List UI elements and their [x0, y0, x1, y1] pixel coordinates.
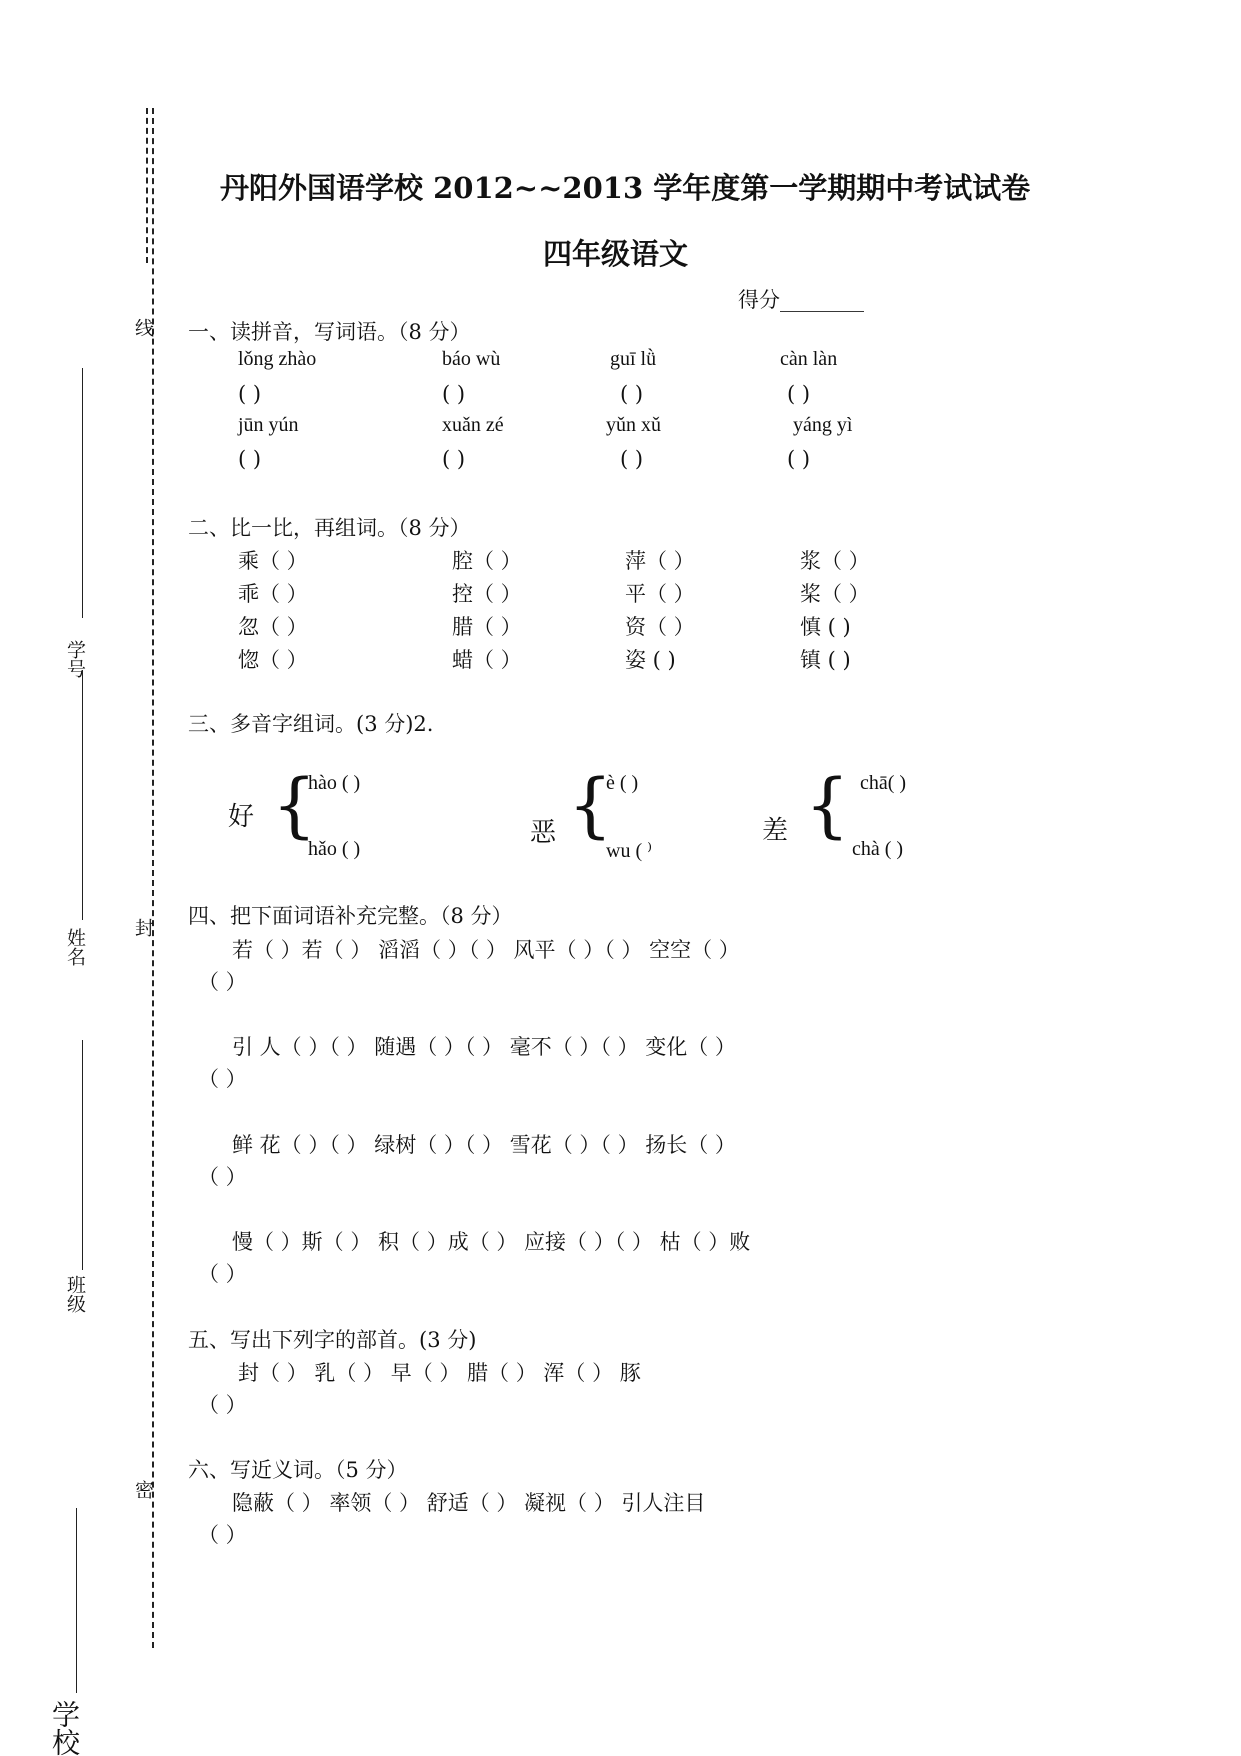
margin-feng-label: 封 — [132, 918, 154, 937]
idiom-line-wrap[interactable]: （ ） — [198, 1165, 247, 1189]
idiom-line[interactable]: 鲜 花（ ）（ ） 绿树（ ）（ ） 雪花（ ）（ ） 扬长（ ） — [232, 1133, 736, 1157]
word-item[interactable]: 忽（ ） — [238, 615, 308, 639]
idiom-line-wrap[interactable]: （ ） — [198, 1262, 247, 1286]
section-5-heading: 五、写出下列字的部首。(3 分) — [188, 1328, 477, 1352]
section-6-heading: 六、写近义词。（5 分） — [188, 1458, 408, 1482]
answer-blank[interactable]: ( ) — [238, 447, 262, 471]
answer-blank[interactable]: ( ) — [620, 447, 644, 471]
word-item[interactable]: 乘（ ） — [238, 549, 308, 573]
pinyin: yǔn xǔ — [606, 414, 661, 436]
word-item[interactable]: 平（ ） — [625, 582, 695, 606]
word-item[interactable]: 惚（ ） — [238, 648, 308, 672]
synonym-line[interactable]: 隐蔽（ ） 率领（ ） 舒适（ ） 凝视（ ） 引人注目 — [232, 1491, 706, 1515]
polyphone-reading[interactable]: è ( ) — [606, 772, 639, 794]
idiom-line[interactable]: 慢（ ）斯（ ） 积（ ）成（ ） 应接（ ）（ ） 枯（ ）败 — [232, 1230, 751, 1254]
school-blank[interactable] — [76, 1508, 77, 1693]
name-label: 姓名 — [64, 928, 86, 966]
word-item[interactable]: 桨（ ） — [800, 582, 870, 606]
student-number-label: 学号 — [64, 640, 86, 678]
answer-blank[interactable]: ( ) — [620, 382, 644, 406]
margin-mi-label: 密 — [132, 1480, 154, 1499]
polyphone-reading[interactable]: hǎo ( ) — [308, 838, 361, 860]
brace-icon: { — [805, 764, 850, 846]
score-field[interactable]: 得分________ — [738, 288, 864, 312]
student-number-blank[interactable] — [82, 368, 83, 618]
answer-blank[interactable]: ( ) — [442, 447, 466, 471]
word-item[interactable]: 乖（ ） — [238, 582, 308, 606]
word-item[interactable]: 控（ ） — [452, 582, 522, 606]
school-label: 学校 — [48, 1700, 81, 1756]
pinyin: báo wù — [442, 348, 501, 370]
polyphone-char: 差 — [762, 816, 789, 846]
polyphone-char: 恶 — [530, 818, 557, 848]
section-4-heading: 四、把下面词语补充完整。（8 分） — [188, 904, 513, 928]
polyphone-reading[interactable]: chā( ) — [860, 772, 907, 794]
binding-dash-line — [152, 108, 154, 1648]
word-item[interactable]: 资（ ） — [625, 615, 695, 639]
pinyin: yáng yì — [793, 414, 853, 436]
word-item[interactable]: 慎 ( ) — [800, 615, 851, 639]
idiom-line-wrap[interactable]: （ ） — [198, 1067, 247, 1091]
idiom-line-wrap[interactable]: （ ） — [198, 970, 247, 994]
answer-blank[interactable]: ( ) — [238, 382, 262, 406]
synonym-line-wrap[interactable]: （ ） — [198, 1523, 247, 1547]
pinyin: lǒng zhào — [238, 348, 317, 370]
exam-title: 丹阳外国语学校 2012~~2013 学年度第一学期期中考试试卷 — [220, 171, 1031, 205]
polyphone-char: 好 — [228, 802, 255, 832]
word-item[interactable]: 萍（ ） — [625, 549, 695, 573]
pinyin: guī lǜ — [610, 348, 657, 370]
word-item[interactable]: 姿 ( ) — [625, 648, 676, 672]
word-item[interactable]: 浆（ ） — [800, 549, 870, 573]
margin-xian-label: 线 — [132, 318, 154, 337]
word-item[interactable]: 腔（ ） — [452, 549, 522, 573]
pinyin: xuǎn zé — [442, 414, 504, 436]
idiom-line[interactable]: 若（ ）若（ ） 滔滔（ ）（ ） 风平（ ）（ ） 空空（ ） — [232, 938, 740, 962]
section-2-heading: 二、比一比，再组词。（8 分） — [188, 516, 471, 540]
word-item[interactable]: 蜡（ ） — [452, 648, 522, 672]
radical-line-wrap[interactable]: （ ） — [198, 1393, 247, 1417]
pinyin: jūn yún — [238, 414, 299, 436]
radical-line[interactable]: 封（ ） 乳（ ） 早（ ） 腊（ ） 浑（ ） 豚 — [238, 1361, 641, 1385]
brace-icon: { — [568, 764, 613, 846]
idiom-line[interactable]: 引 人（ ）（ ） 随遇（ ）（ ） 毫不（ ）（ ） 变化（ ） — [232, 1035, 736, 1059]
answer-blank[interactable]: ( ) — [787, 382, 811, 406]
polyphone-reading[interactable]: chà ( ) — [852, 838, 904, 860]
polyphone-reading[interactable]: hào ( ) — [308, 772, 361, 794]
class-blank[interactable] — [82, 1040, 83, 1270]
class-label: 班级 — [64, 1275, 86, 1313]
word-item[interactable]: 腊（ ） — [452, 615, 522, 639]
word-item[interactable]: 镇 ( ) — [800, 648, 851, 672]
name-blank[interactable] — [82, 670, 83, 920]
polyphone-reading[interactable]: wu ( ⁾ — [606, 840, 653, 862]
answer-blank[interactable]: ( ) — [787, 447, 811, 471]
answer-blank[interactable]: ( ) — [442, 382, 466, 406]
brace-icon: { — [272, 764, 317, 846]
section-3-heading: 三、多音字组词。(3 分)2. — [188, 712, 434, 736]
binding-dash-line-top — [146, 108, 148, 263]
exam-subtitle: 四年级语文 — [543, 237, 689, 271]
pinyin: càn làn — [780, 348, 838, 370]
section-1-heading: 一、读拼音，写词语。（8 分） — [188, 320, 471, 344]
